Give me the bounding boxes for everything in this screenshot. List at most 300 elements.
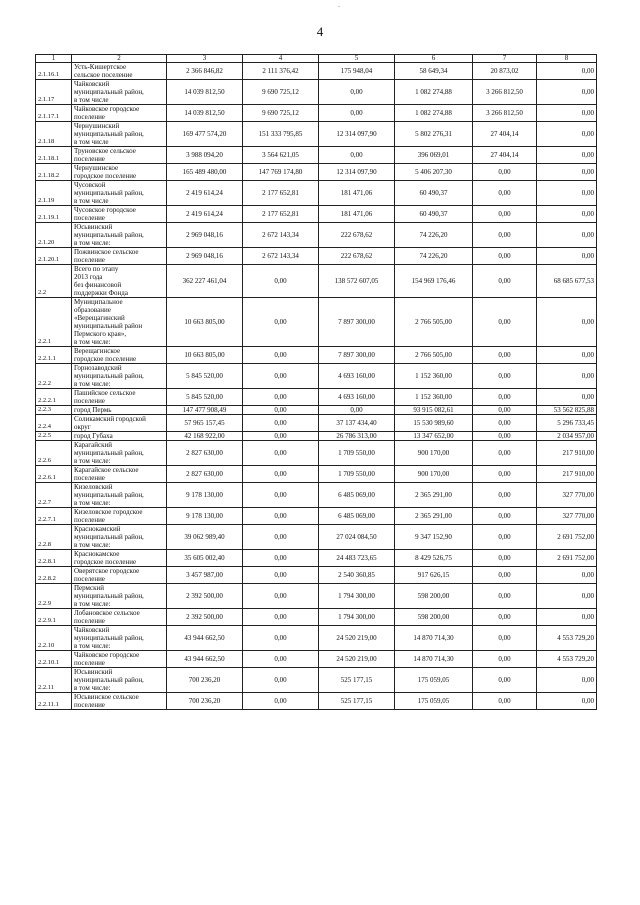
row-number: 2.2.9 (36, 584, 72, 609)
value-cell: 68 685 677,53 (537, 265, 597, 298)
value-cell: 43 944 662,50 (167, 626, 243, 651)
value-cell: 0,00 (473, 181, 537, 206)
column-header: 4 (243, 55, 319, 63)
value-cell: 0,00 (473, 441, 537, 466)
value-cell: 0,00 (473, 389, 537, 406)
row-name-line: Юсьвинский (74, 668, 113, 676)
value-cell: 0,00 (473, 164, 537, 181)
row-name-line: Карагайский (74, 441, 113, 449)
row-number: 2.2.4 (36, 415, 72, 432)
value-cell: 181 471,06 (319, 206, 395, 223)
value-cell: 9 178 130,00 (167, 483, 243, 508)
value-cell: 4 553 729,20 (537, 626, 597, 651)
row-name (72, 406, 167, 415)
value-cell: 0,00 (319, 406, 395, 415)
table-row (36, 147, 597, 164)
value-cell: 14 870 714,30 (395, 626, 473, 651)
row-name-line: муниципальный район, (74, 533, 144, 541)
value-cell: 2 365 291,00 (395, 483, 473, 508)
row-name-line: Чайковское городское (74, 105, 140, 113)
row-name (72, 347, 167, 364)
row-name (72, 609, 167, 626)
value-cell: 3 457 987,00 (167, 567, 243, 584)
table-row (36, 626, 597, 651)
value-cell: 0,00 (537, 567, 597, 584)
value-cell: 0,00 (243, 364, 319, 389)
value-cell: 2 766 505,00 (395, 298, 473, 347)
row-name-line: поселение (74, 474, 105, 482)
table-row (36, 406, 597, 415)
value-cell: 1 794 300,00 (319, 609, 395, 626)
value-cell: 14 039 812,50 (167, 80, 243, 105)
row-name-line: Лобановское сельское (74, 609, 140, 617)
value-cell: 154 969 176,46 (395, 265, 473, 298)
value-cell: 0,00 (473, 206, 537, 223)
column-header: 5 (319, 55, 395, 63)
header-row (36, 55, 597, 63)
row-name-line: Чернушинское (74, 164, 119, 172)
value-cell: 151 333 795,85 (243, 122, 319, 147)
row-number: 2.2.5 (36, 432, 72, 441)
value-cell: 12 314 097,90 (319, 122, 395, 147)
funding-table (35, 54, 597, 710)
value-cell: 2 365 291,00 (395, 508, 473, 525)
value-cell: 0,00 (243, 693, 319, 710)
row-name-line: в том числе: (74, 541, 111, 549)
row-name-line: Карагайское сельское (74, 466, 139, 474)
row-name-line: Верещагинское (74, 347, 121, 355)
value-cell: 0,00 (473, 298, 537, 347)
value-cell: 598 200,00 (395, 609, 473, 626)
value-cell: 0,00 (537, 248, 597, 265)
value-cell: 0,00 (473, 609, 537, 626)
value-cell: 0,00 (243, 406, 319, 415)
value-cell: 2 177 652,81 (243, 206, 319, 223)
row-name-line: «Верещагинский (74, 314, 125, 322)
row-name (72, 265, 167, 298)
value-cell: 0,00 (243, 415, 319, 432)
column-header: 3 (167, 55, 243, 63)
value-cell: 0,00 (243, 389, 319, 406)
value-cell: 0,00 (537, 80, 597, 105)
row-name (72, 206, 167, 223)
row-number: 2.1.19 (36, 181, 72, 206)
value-cell: 5 296 733,45 (537, 415, 597, 432)
page-number: 4 (316, 24, 324, 39)
row-name-line: муниципальный район, (74, 231, 144, 239)
value-cell: 0,00 (473, 626, 537, 651)
row-number: 2.1.17 (36, 80, 72, 105)
table-row (36, 105, 597, 122)
value-cell: 0,00 (473, 466, 537, 483)
value-cell: 5 406 207,30 (395, 164, 473, 181)
row-name-line: муниципальный район, (74, 189, 144, 197)
value-cell: 27 404,14 (473, 147, 537, 164)
value-cell: 0,00 (243, 432, 319, 441)
row-name (72, 483, 167, 508)
value-cell: 147 769 174,80 (243, 164, 319, 181)
value-cell: 0,00 (473, 347, 537, 364)
row-number: 2.2.2 (36, 364, 72, 389)
table-row (36, 63, 597, 80)
row-name-line: образование (74, 306, 111, 314)
row-name-line: городское поселение (74, 172, 137, 180)
table-row (36, 550, 597, 567)
table-row (36, 466, 597, 483)
value-cell: 37 137 434,40 (319, 415, 395, 432)
row-name-line: Кизеловское городское (74, 508, 143, 516)
row-name (72, 550, 167, 567)
value-cell: 42 168 922,00 (167, 432, 243, 441)
value-cell: 7 897 300,00 (319, 347, 395, 364)
row-name (72, 432, 167, 441)
value-cell: 10 663 805,00 (167, 347, 243, 364)
column-header: 1 (36, 55, 72, 63)
row-number: 2.2.10.1 (36, 651, 72, 668)
value-cell: 0,00 (537, 63, 597, 80)
row-name-line: Муниципальное (74, 298, 123, 306)
value-cell: 8 429 526,75 (395, 550, 473, 567)
row-name-line: Чусовской (74, 181, 106, 189)
table-row (36, 364, 597, 389)
value-cell: 900 170,00 (395, 441, 473, 466)
row-name-line: Пашийское сельское (74, 389, 136, 397)
value-cell: 9 690 725,12 (243, 105, 319, 122)
value-cell: 0,00 (537, 105, 597, 122)
value-cell: 24 483 723,65 (319, 550, 395, 567)
row-name-line: городское поселение (74, 355, 137, 363)
row-name-line: муниципальный район, (74, 88, 144, 96)
value-cell: 0,00 (243, 626, 319, 651)
row-number: 2.2.1.1 (36, 347, 72, 364)
row-name-line: поселение (74, 701, 105, 709)
row-name-line: Кизеловский (74, 483, 113, 491)
row-number: 2.2.11 (36, 668, 72, 693)
column-header: 7 (473, 55, 537, 63)
value-cell: 3 988 094,20 (167, 147, 243, 164)
row-name (72, 415, 167, 432)
table-row (36, 508, 597, 525)
column-header: 8 (537, 55, 597, 63)
row-name-line: в том числе: (74, 380, 111, 388)
value-cell: 2 177 652,81 (243, 181, 319, 206)
row-name-line: Труновское сельское (74, 147, 136, 155)
value-cell: 1 709 550,00 (319, 441, 395, 466)
column-header: 6 (395, 55, 473, 63)
value-cell: 0,00 (243, 347, 319, 364)
row-name-line: Пермского края», (74, 330, 127, 338)
value-cell: 700 236,20 (167, 668, 243, 693)
row-name-line: поселение (74, 214, 105, 222)
value-cell: 217 910,00 (537, 466, 597, 483)
value-cell: 169 477 574,20 (167, 122, 243, 147)
row-number: 2.2.11.1 (36, 693, 72, 710)
value-cell: 217 910,00 (537, 441, 597, 466)
value-cell: 9 347 152,90 (395, 525, 473, 550)
value-cell: 2 034 957,00 (537, 432, 597, 441)
value-cell: 525 177,15 (319, 693, 395, 710)
value-cell: 3 564 621,05 (243, 147, 319, 164)
value-cell: 0,00 (473, 508, 537, 525)
value-cell: 525 177,15 (319, 668, 395, 693)
row-name-line: поселение (74, 516, 105, 524)
value-cell: 2 691 752,00 (537, 525, 597, 550)
row-name-line: городское поселение (74, 558, 137, 566)
value-cell: 20 873,02 (473, 63, 537, 80)
value-cell: 0,00 (243, 483, 319, 508)
table-row (36, 347, 597, 364)
value-cell: 181 471,06 (319, 181, 395, 206)
row-number: 2.2.7 (36, 483, 72, 508)
row-number: 2.1.18.1 (36, 147, 72, 164)
table-row (36, 651, 597, 668)
value-cell: 24 520 219,00 (319, 651, 395, 668)
value-cell: 2 672 143,34 (243, 223, 319, 248)
row-number: 2.1.18 (36, 122, 72, 147)
value-cell: 26 786 313,00 (319, 432, 395, 441)
table-row (36, 483, 597, 508)
row-name-line: поселение (74, 113, 105, 121)
row-name (72, 525, 167, 550)
value-cell: 39 062 989,40 (167, 525, 243, 550)
value-cell: 7 897 300,00 (319, 298, 395, 347)
row-name-line: муниципальный район, (74, 491, 144, 499)
value-cell: 0,00 (243, 668, 319, 693)
value-cell: 0,00 (319, 147, 395, 164)
value-cell: 60 490,37 (395, 181, 473, 206)
table-row (36, 223, 597, 248)
value-cell: 0,00 (243, 298, 319, 347)
value-cell: 58 649,34 (395, 63, 473, 80)
table-row (36, 181, 597, 206)
row-number: 2.1.19.1 (36, 206, 72, 223)
value-cell: 1 709 550,00 (319, 466, 395, 483)
table-row (36, 80, 597, 105)
row-name-line: в том числе: (74, 338, 111, 346)
value-cell: 4 693 160,00 (319, 389, 395, 406)
value-cell: 27 024 084,50 (319, 525, 395, 550)
row-name (72, 181, 167, 206)
row-name (72, 298, 167, 347)
row-name (72, 223, 167, 248)
row-name-line: Усть-Кишертское (74, 63, 127, 71)
value-cell: 1 082 274,88 (395, 105, 473, 122)
row-name-line: Пермский (74, 584, 104, 592)
top-mark: - (338, 4, 340, 10)
value-cell: 917 626,15 (395, 567, 473, 584)
value-cell: 2 766 505,00 (395, 347, 473, 364)
row-name-line: муниципальный район, (74, 634, 144, 642)
value-cell: 700 236,20 (167, 693, 243, 710)
table-row (36, 693, 597, 710)
row-name-line: в том числе (74, 96, 109, 104)
value-cell: 0,00 (473, 525, 537, 550)
value-cell: 2 672 143,34 (243, 248, 319, 265)
row-name-line: муниципальный район, (74, 130, 144, 138)
value-cell: 0,00 (537, 164, 597, 181)
row-number: 2.1.17.1 (36, 105, 72, 122)
value-cell: 0,00 (243, 508, 319, 525)
value-cell: 24 520 219,00 (319, 626, 395, 651)
row-name-line: без финансовой (74, 281, 122, 289)
row-name-line: Чайковский (74, 626, 110, 634)
value-cell: 598 200,00 (395, 584, 473, 609)
row-name-line: Чернушинский (74, 122, 120, 130)
value-cell: 15 530 989,60 (395, 415, 473, 432)
row-name-line: Соликамский городской (74, 415, 146, 423)
value-cell: 0,00 (473, 364, 537, 389)
row-name-line: Чайковское городское (74, 651, 140, 659)
value-cell: 175 059,05 (395, 693, 473, 710)
row-name-line: в том числе (74, 197, 109, 205)
row-number: 2.2.8 (36, 525, 72, 550)
row-name-line: муниципальный район, (74, 676, 144, 684)
value-cell: 14 870 714,30 (395, 651, 473, 668)
value-cell: 0,00 (473, 415, 537, 432)
value-cell: 12 314 097,90 (319, 164, 395, 181)
value-cell: 2 540 360,85 (319, 567, 395, 584)
value-cell: 0,00 (537, 389, 597, 406)
row-name (72, 693, 167, 710)
value-cell: 0,00 (537, 147, 597, 164)
row-name-line: в том числе: (74, 499, 111, 507)
value-cell: 147 477 908,49 (167, 406, 243, 415)
value-cell: 3 266 812,50 (473, 105, 537, 122)
row-name (72, 626, 167, 651)
table-row (36, 567, 597, 584)
value-cell: 0,00 (243, 651, 319, 668)
row-name-line: Горнозаводский (74, 364, 122, 372)
value-cell: 5 845 520,00 (167, 364, 243, 389)
value-cell: 2 392 500,00 (167, 609, 243, 626)
row-number: 2.2.6.1 (36, 466, 72, 483)
value-cell: 14 039 812,50 (167, 105, 243, 122)
value-cell: 0,00 (537, 693, 597, 710)
row-number: 2.2.7.1 (36, 508, 72, 525)
row-name-line: в том числе: (74, 684, 111, 692)
value-cell: 0,00 (473, 223, 537, 248)
value-cell: 1 794 300,00 (319, 584, 395, 609)
row-name-line: поселение (74, 256, 105, 264)
value-cell: 0,00 (537, 584, 597, 609)
table-row (36, 122, 597, 147)
value-cell: 93 915 082,61 (395, 406, 473, 415)
row-number: 2.1.20.1 (36, 248, 72, 265)
value-cell: 5 845 520,00 (167, 389, 243, 406)
value-cell: 4 693 160,00 (319, 364, 395, 389)
value-cell: 0,00 (243, 441, 319, 466)
row-number: 2.2.10 (36, 626, 72, 651)
row-name-line: в том числе: (74, 457, 111, 465)
value-cell: 138 572 607,05 (319, 265, 395, 298)
table-row (36, 584, 597, 609)
table-row (36, 668, 597, 693)
row-name (72, 668, 167, 693)
row-name (72, 508, 167, 525)
value-cell: 1 152 360,00 (395, 364, 473, 389)
row-name (72, 80, 167, 105)
value-cell: 2 827 630,00 (167, 466, 243, 483)
value-cell: 0,00 (473, 550, 537, 567)
row-name-line: поселение (74, 575, 105, 583)
value-cell: 222 678,62 (319, 223, 395, 248)
table-row (36, 441, 597, 466)
value-cell: 57 965 157,45 (167, 415, 243, 432)
value-cell: 6 485 069,00 (319, 508, 395, 525)
value-cell: 0,00 (473, 693, 537, 710)
value-cell: 2 691 752,00 (537, 550, 597, 567)
table-row (36, 164, 597, 181)
row-name-line: муниципальный район, (74, 372, 144, 380)
row-number: 2.2.9.1 (36, 609, 72, 626)
value-cell: 0,00 (537, 364, 597, 389)
table-row (36, 415, 597, 432)
value-cell: 74 226,20 (395, 248, 473, 265)
row-name (72, 466, 167, 483)
row-name-line: муниципальный район, (74, 592, 144, 600)
value-cell: 0,00 (537, 347, 597, 364)
value-cell: 2 111 376,42 (243, 63, 319, 80)
value-cell: 0,00 (243, 525, 319, 550)
value-cell: 2 969 048,16 (167, 248, 243, 265)
value-cell: 0,00 (473, 668, 537, 693)
value-cell: 222 678,62 (319, 248, 395, 265)
value-cell: 2 827 630,00 (167, 441, 243, 466)
value-cell: 175 948,04 (319, 63, 395, 80)
row-name-line: в том числе (74, 138, 109, 146)
value-cell: 43 944 662,50 (167, 651, 243, 668)
row-name (72, 364, 167, 389)
value-cell: 60 490,37 (395, 206, 473, 223)
row-name-line: в том числе: (74, 642, 111, 650)
row-name (72, 584, 167, 609)
row-number: 2.1.16.1 (36, 63, 72, 80)
row-name-line: Пожвинское сельское (74, 248, 139, 256)
value-cell: 0,00 (473, 406, 537, 415)
value-cell: 0,00 (243, 584, 319, 609)
row-name-line: поселение (74, 617, 105, 625)
value-cell: 0,00 (473, 432, 537, 441)
row-name-line: муниципальный район, (74, 449, 144, 457)
row-name (72, 63, 167, 80)
row-name (72, 147, 167, 164)
value-cell: 0,00 (537, 122, 597, 147)
row-name-line: поселение (74, 397, 105, 405)
row-name-line: в том числе: (74, 600, 111, 608)
value-cell: 0,00 (473, 248, 537, 265)
row-name (72, 248, 167, 265)
value-cell: 1 082 274,88 (395, 80, 473, 105)
row-name (72, 164, 167, 181)
row-number: 2.2.1 (36, 298, 72, 347)
value-cell: 0,00 (243, 550, 319, 567)
table-row (36, 298, 597, 347)
table-row (36, 525, 597, 550)
row-name-line: Краснокамское (74, 550, 120, 558)
value-cell: 396 069,01 (395, 147, 473, 164)
row-name-line: Чайковский (74, 80, 110, 88)
value-cell: 0,00 (319, 105, 395, 122)
value-cell: 0,00 (537, 206, 597, 223)
value-cell: 0,00 (473, 651, 537, 668)
row-number: 2.2 (36, 265, 72, 298)
value-cell: 0,00 (537, 223, 597, 248)
row-name-line: сельское поселение (74, 71, 133, 79)
value-cell: 900 170,00 (395, 466, 473, 483)
row-name-line: 2013 года (74, 273, 103, 281)
value-cell: 53 562 825,88 (537, 406, 597, 415)
row-name-line: Чусовское городское (74, 206, 136, 214)
